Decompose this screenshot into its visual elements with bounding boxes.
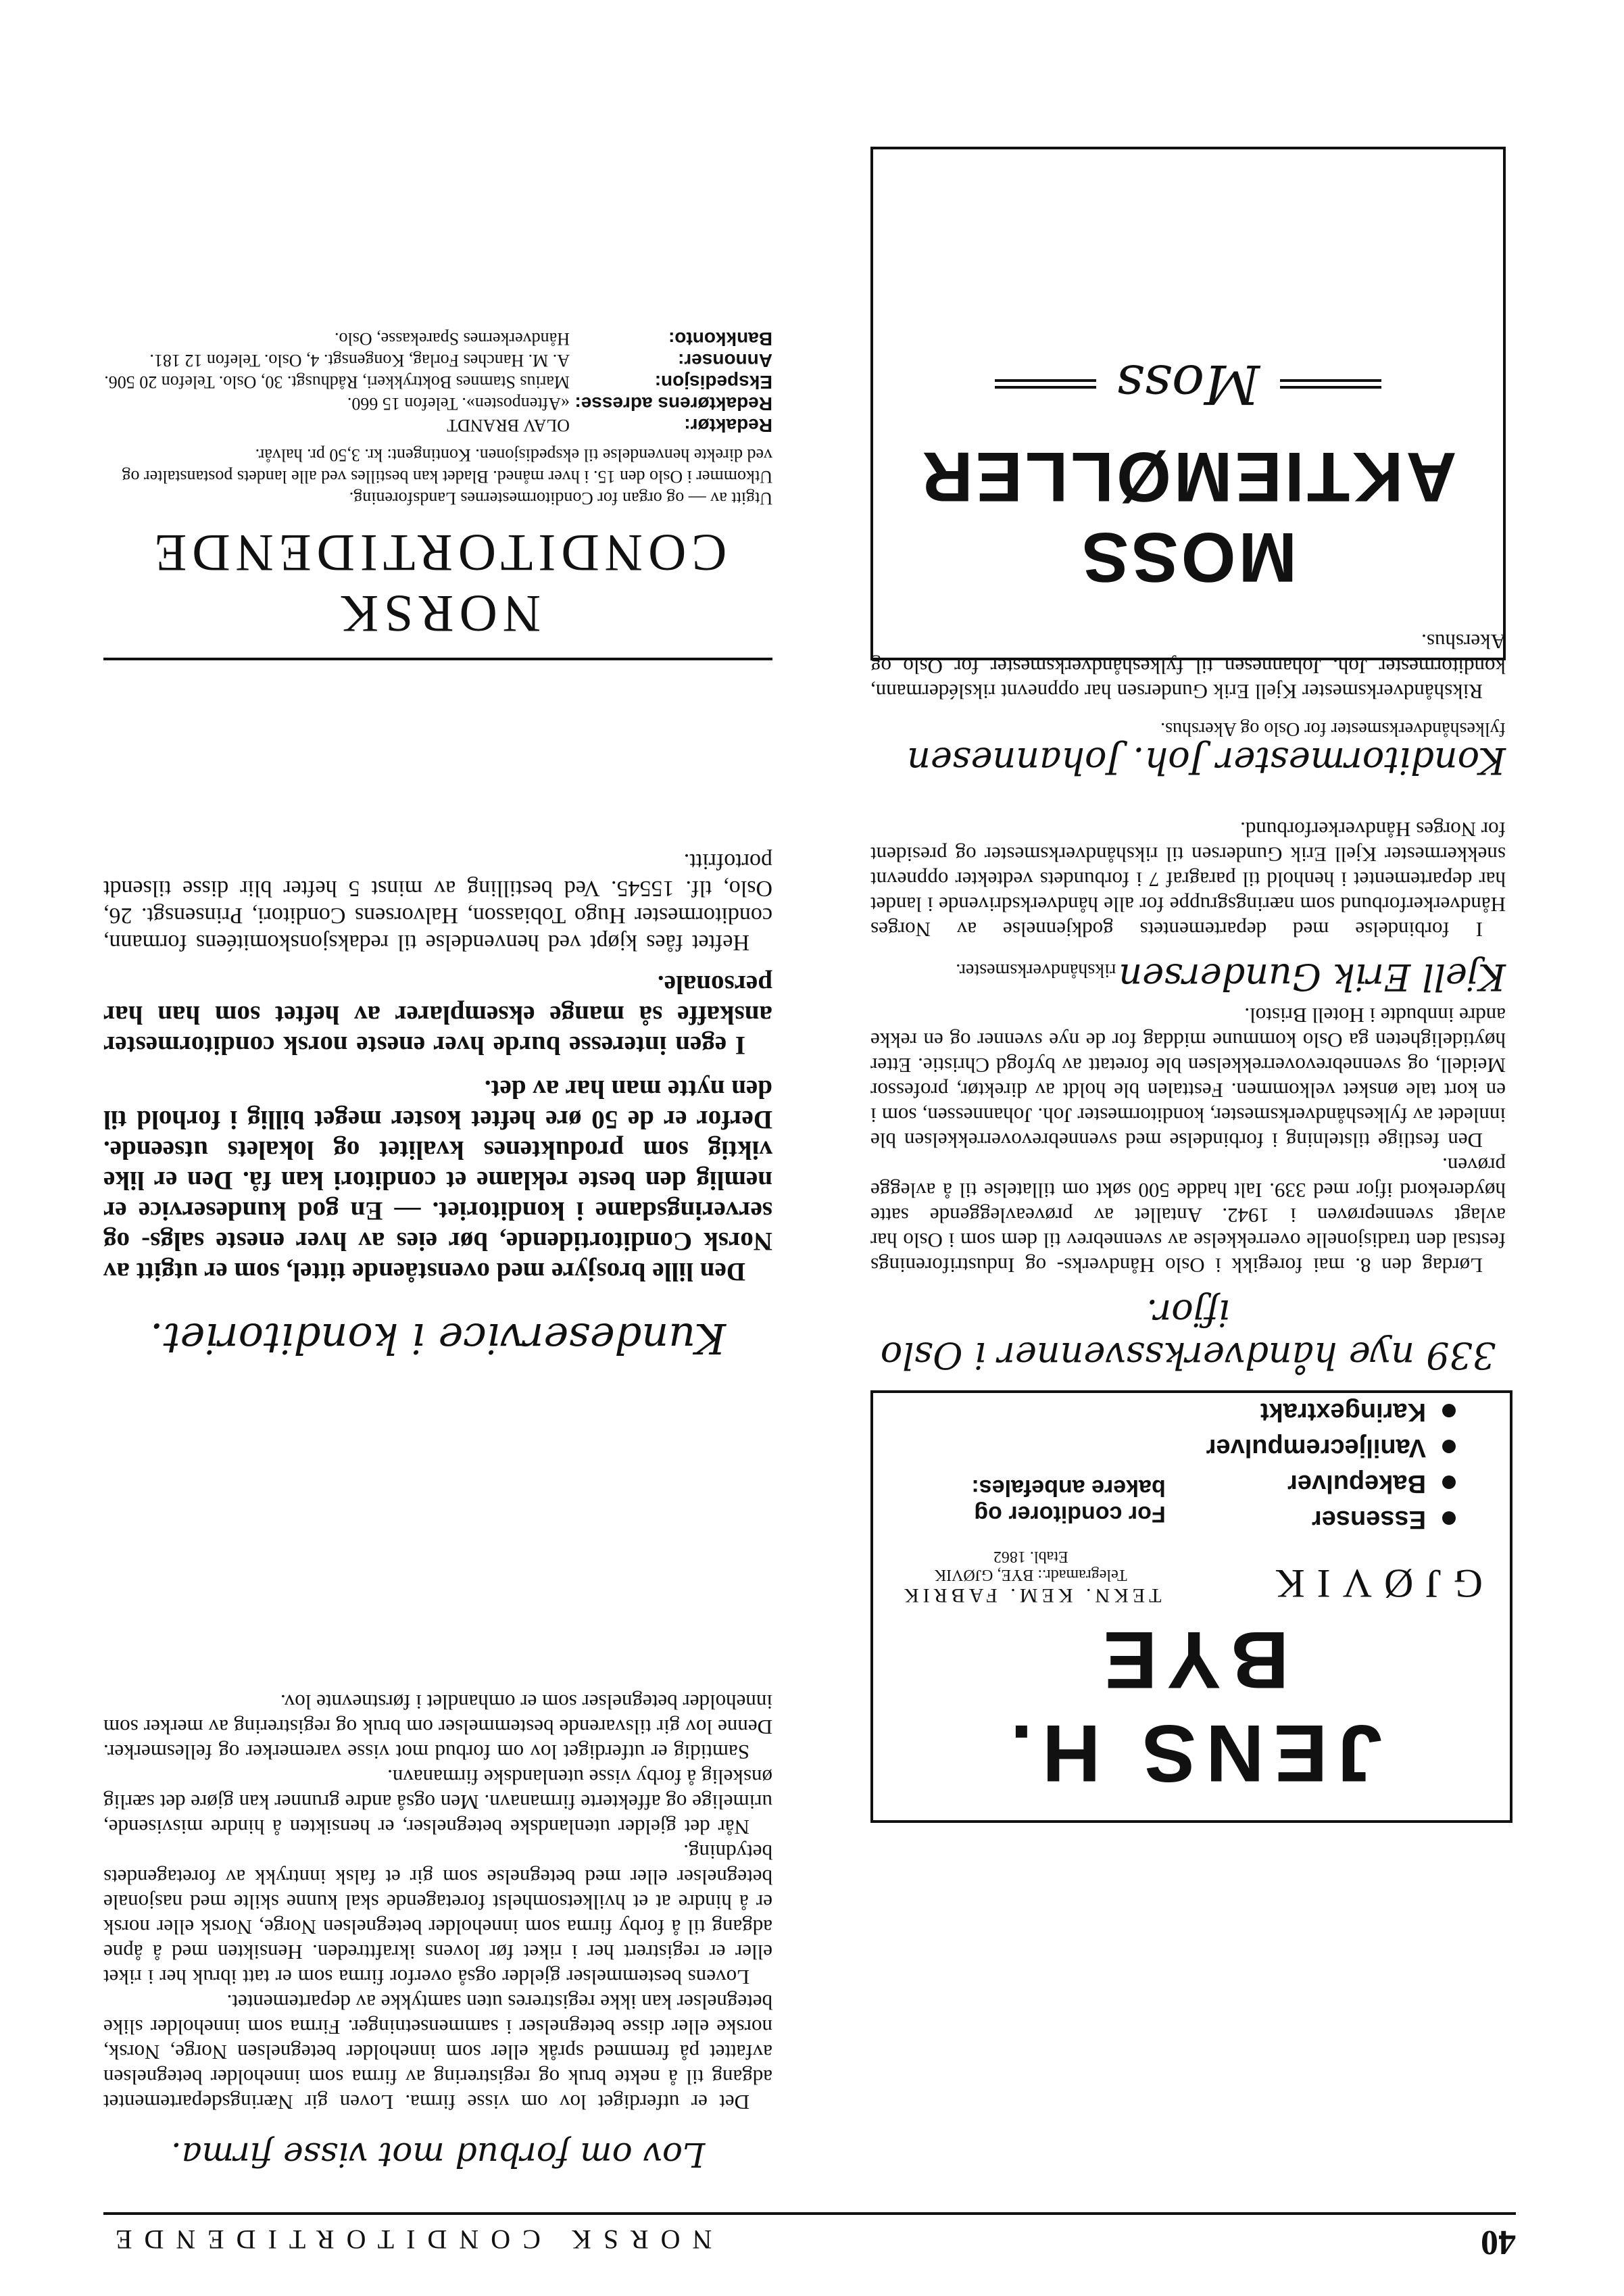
ad-moss-logo-text: Moss <box>1116 353 1260 416</box>
masthead-row: Redaktørens adresse: «Aftenposten». Telefon 15 660. <box>347 393 772 414</box>
bullet-icon <box>1442 1475 1456 1489</box>
article-paragraph: Heftet fåes kjøpt ved henvendelse til redaksjonskomitéens formann, conditormester Hugo Tobiasson, Halvorsens Conditori, Prinsensgt. 26, Oslo, tlf. 15545. Ved bestilling av minst 5 hefter blir disse tilsendt portofritt. <box>103 849 772 955</box>
page-header <box>103 2212 1516 2262</box>
logo-line-right <box>995 380 1096 389</box>
ad-moss-name: MOSS AKTIEMØLLER <box>919 437 1457 596</box>
article-paragraph: Det er utferdiget lov om visse firma. Loven gir Næringsdepartementet adgang til å nekte bruk og registrering av firma som inneholder betegnelsen avfattet på fremmed språk eller som inneholder betegnelsen Norge, Norsk, norske eller disse betegnelser i sammensetninger. Firma som inneholder slike betegnelser kan ikke registreres uten samtykke av departementet. <box>103 1990 772 2114</box>
article-subtitle: rikshåndverksmester. <box>956 960 1116 981</box>
ad-moss-aktiemoller <box>870 147 1506 660</box>
ad-bye-for-line: For conditorer og bakere anbefales: <box>971 1475 1166 1527</box>
article-paragraph: I forbindelse med departementets godkjennelse av Norges Håndverkerforbund som næringsgruppe for alle håndverksdrivende i landet har departementet i henhold til paragraf 7 i forbundets vedtekter oppnevnt snekkermester Kjell Erik Gundersen til rikshåndverksmester og president for Norges Håndverkerforbund. <box>870 818 1506 942</box>
bullet-icon <box>1442 1440 1456 1453</box>
article-paragraph: Lovens bestemmelser gjelder også overfor firma som er tatt ibruk her i riket eller er registrert her i riket før lovens ikrafttreden. Hensikten med å åpne adgang til å forby firma som inneholder betegnelsen Norge, Norsk eller norsk er å hindre at et hvilketsomhelst foretagende skal kunne skilte med nasjonale betegnelser eller med betegnelse som gir et falsk inntrykk av foretagendets betydning. <box>103 1840 772 1989</box>
ad-bye-subtitle: TEKN. KEM. FABRIK <box>900 1584 1162 1607</box>
article-title: Konditormester Joh. Johannesen <box>907 739 1506 782</box>
article-lov <box>103 1690 772 2174</box>
masthead-row: Bankkonto: Håndverkernes Sparekasse, Oslo. <box>334 328 772 349</box>
masthead-intro: Utgitt av — og organ for Conditormesternes Landsforening. <box>349 489 772 508</box>
page-number: 40 <box>1481 2223 1516 2262</box>
article-svenner <box>870 1003 1506 1377</box>
ad-bye-product: Bakepulver <box>1206 1469 1456 1498</box>
article-kundeservice <box>103 848 772 1363</box>
masthead-row: Annonser: A. M. Hanches Forlag, Kongensgt. 4, Oslo. Telefon 12 181. <box>149 350 772 371</box>
running-head: NORSK CONDITORTIDENDE <box>103 2224 712 2255</box>
masthead-intro2: Utkommer i Oslo den 15. i hver måned. Bladet kan bestilles ved alle landets postanstalter og ved direkte henvendelse til ekspedisjonen. Kontingent: kr. 3,50 pr. halvår. <box>122 445 772 487</box>
ad-bye-established: Etabl. 1862 <box>993 1548 1068 1565</box>
masthead-title: NORSK CONDITORTIDENDE <box>149 524 727 643</box>
article-paragraph: Samtidig er utferdiget lov om forbud mot visse varemerker og fellesmerker. Denne lov gir tilsvarende bestemmelser om bruk og registrering av merker som inneholder betegnelser som er omhandlet i førstnevnte lov. <box>103 1690 772 1764</box>
ad-bye-product-list <box>1206 1390 1456 1540</box>
article-title: Kundeservice i konditoriet. <box>149 1314 727 1363</box>
ad-bye-product: Vaniljecrempulver <box>1206 1433 1456 1462</box>
logo-line-left <box>1280 380 1381 389</box>
ad-bye-product: Karingextrakt <box>1206 1397 1456 1426</box>
article-paragraph: Lørdag den 8. mai foregikk i Oslo Håndverks- og Industriforenings festsal den tradisjonelle overrekkelse av svennebrev til dem som i Oslo har avlagt svenneprøven i 1942. Antallet av prøveavleggende satte høyderekord ifjor med 339. Ialt hadde 500 søkt om tillatelse til å avlegge prøven. <box>870 1154 1506 1277</box>
ad-moss-logo <box>873 353 1503 416</box>
article-paragraph: Når det gjelder utenlandske betegnelser, er hensikten å hindre misvisende, urimelige og affekterte firmanavn. Men også andre grunner kan gjøre det særlig ønskelig å forby visse utenlandske firmanavn. <box>103 1765 772 1839</box>
masthead <box>103 328 772 660</box>
ad-bye-telegram: Telegramadr.: BYE, GJØVIK <box>934 1566 1127 1584</box>
article-subtitle: fylkeshåndverksmester for Oslo og Akershus. <box>1160 718 1506 739</box>
masthead-row: Redaktør: OLAV BRANDT <box>447 415 772 436</box>
article-paragraph: Rikshåndverksmester Kjell Erik Gundersen har oppnevnt rikslédermann, konditormester Joh. Johannesen til fylkeshåndverksmester for Oslo og Akershus. <box>870 630 1506 704</box>
masthead-row: Ekspedisjon: Marius Stamnes Boktrykkeri, Rådhusgt. 30, Oslo. Telefon 20 506. <box>104 372 772 393</box>
article-title: 339 nye håndverkssvenner i Oslo ifjor. <box>880 1292 1496 1377</box>
article-title: Lov om forbud mot visse firma. <box>170 2135 706 2174</box>
bullet-icon <box>1442 1511 1456 1525</box>
ad-bye-name: JENS H. BYE <box>1000 1615 1383 1799</box>
article-paragraph: Den festlige tilstelning i forbindelse med svennebrevoverrekkelsen ble innledet av fylkeshåndverksmester, konditormester Joh. Johannessen, som i en kort tale ønsket velkommen. Festtalen ble holdt av direktør, professor Meidell, og svennebrevoverrekkelsen ble foretatt av byfogd Christie. Etter høytideligheten ga Oslo kommune middag for de nye svenner og en rekke andre innbudte i Hotell Bristol. <box>870 1004 1506 1152</box>
ad-bye-city: GJØVIK <box>1263 1561 1483 1606</box>
ad-jens-bye <box>870 1390 1512 1823</box>
article-bold-paragraph: Den lille brosjyre med ovenstående tittel, som er utgitt av Norsk Conditortidende, bør eies av hver eneste salgs- og serveringsdame i konditoriet. — En god kundeservice er nemlig den beste reklame et conditori kan få. Den er like viktig som produktenes kvalitet og lokalets utseende. Derfor er de 50 øre heftet koster meget billig i forhold til den nytte man har av det. <box>103 1075 772 1286</box>
ad-bye-product: Essenser <box>1206 1505 1456 1534</box>
article-title: Kjell Erik Gundersen <box>1118 956 1506 998</box>
article-gundersen <box>870 817 1506 998</box>
article-bold-paragraph: I egen interesse burde hver eneste norsk conditormester anskaffe så mange eksemplarer av heftet som han har personale. <box>103 970 772 1060</box>
bullet-icon <box>1442 1404 1456 1417</box>
